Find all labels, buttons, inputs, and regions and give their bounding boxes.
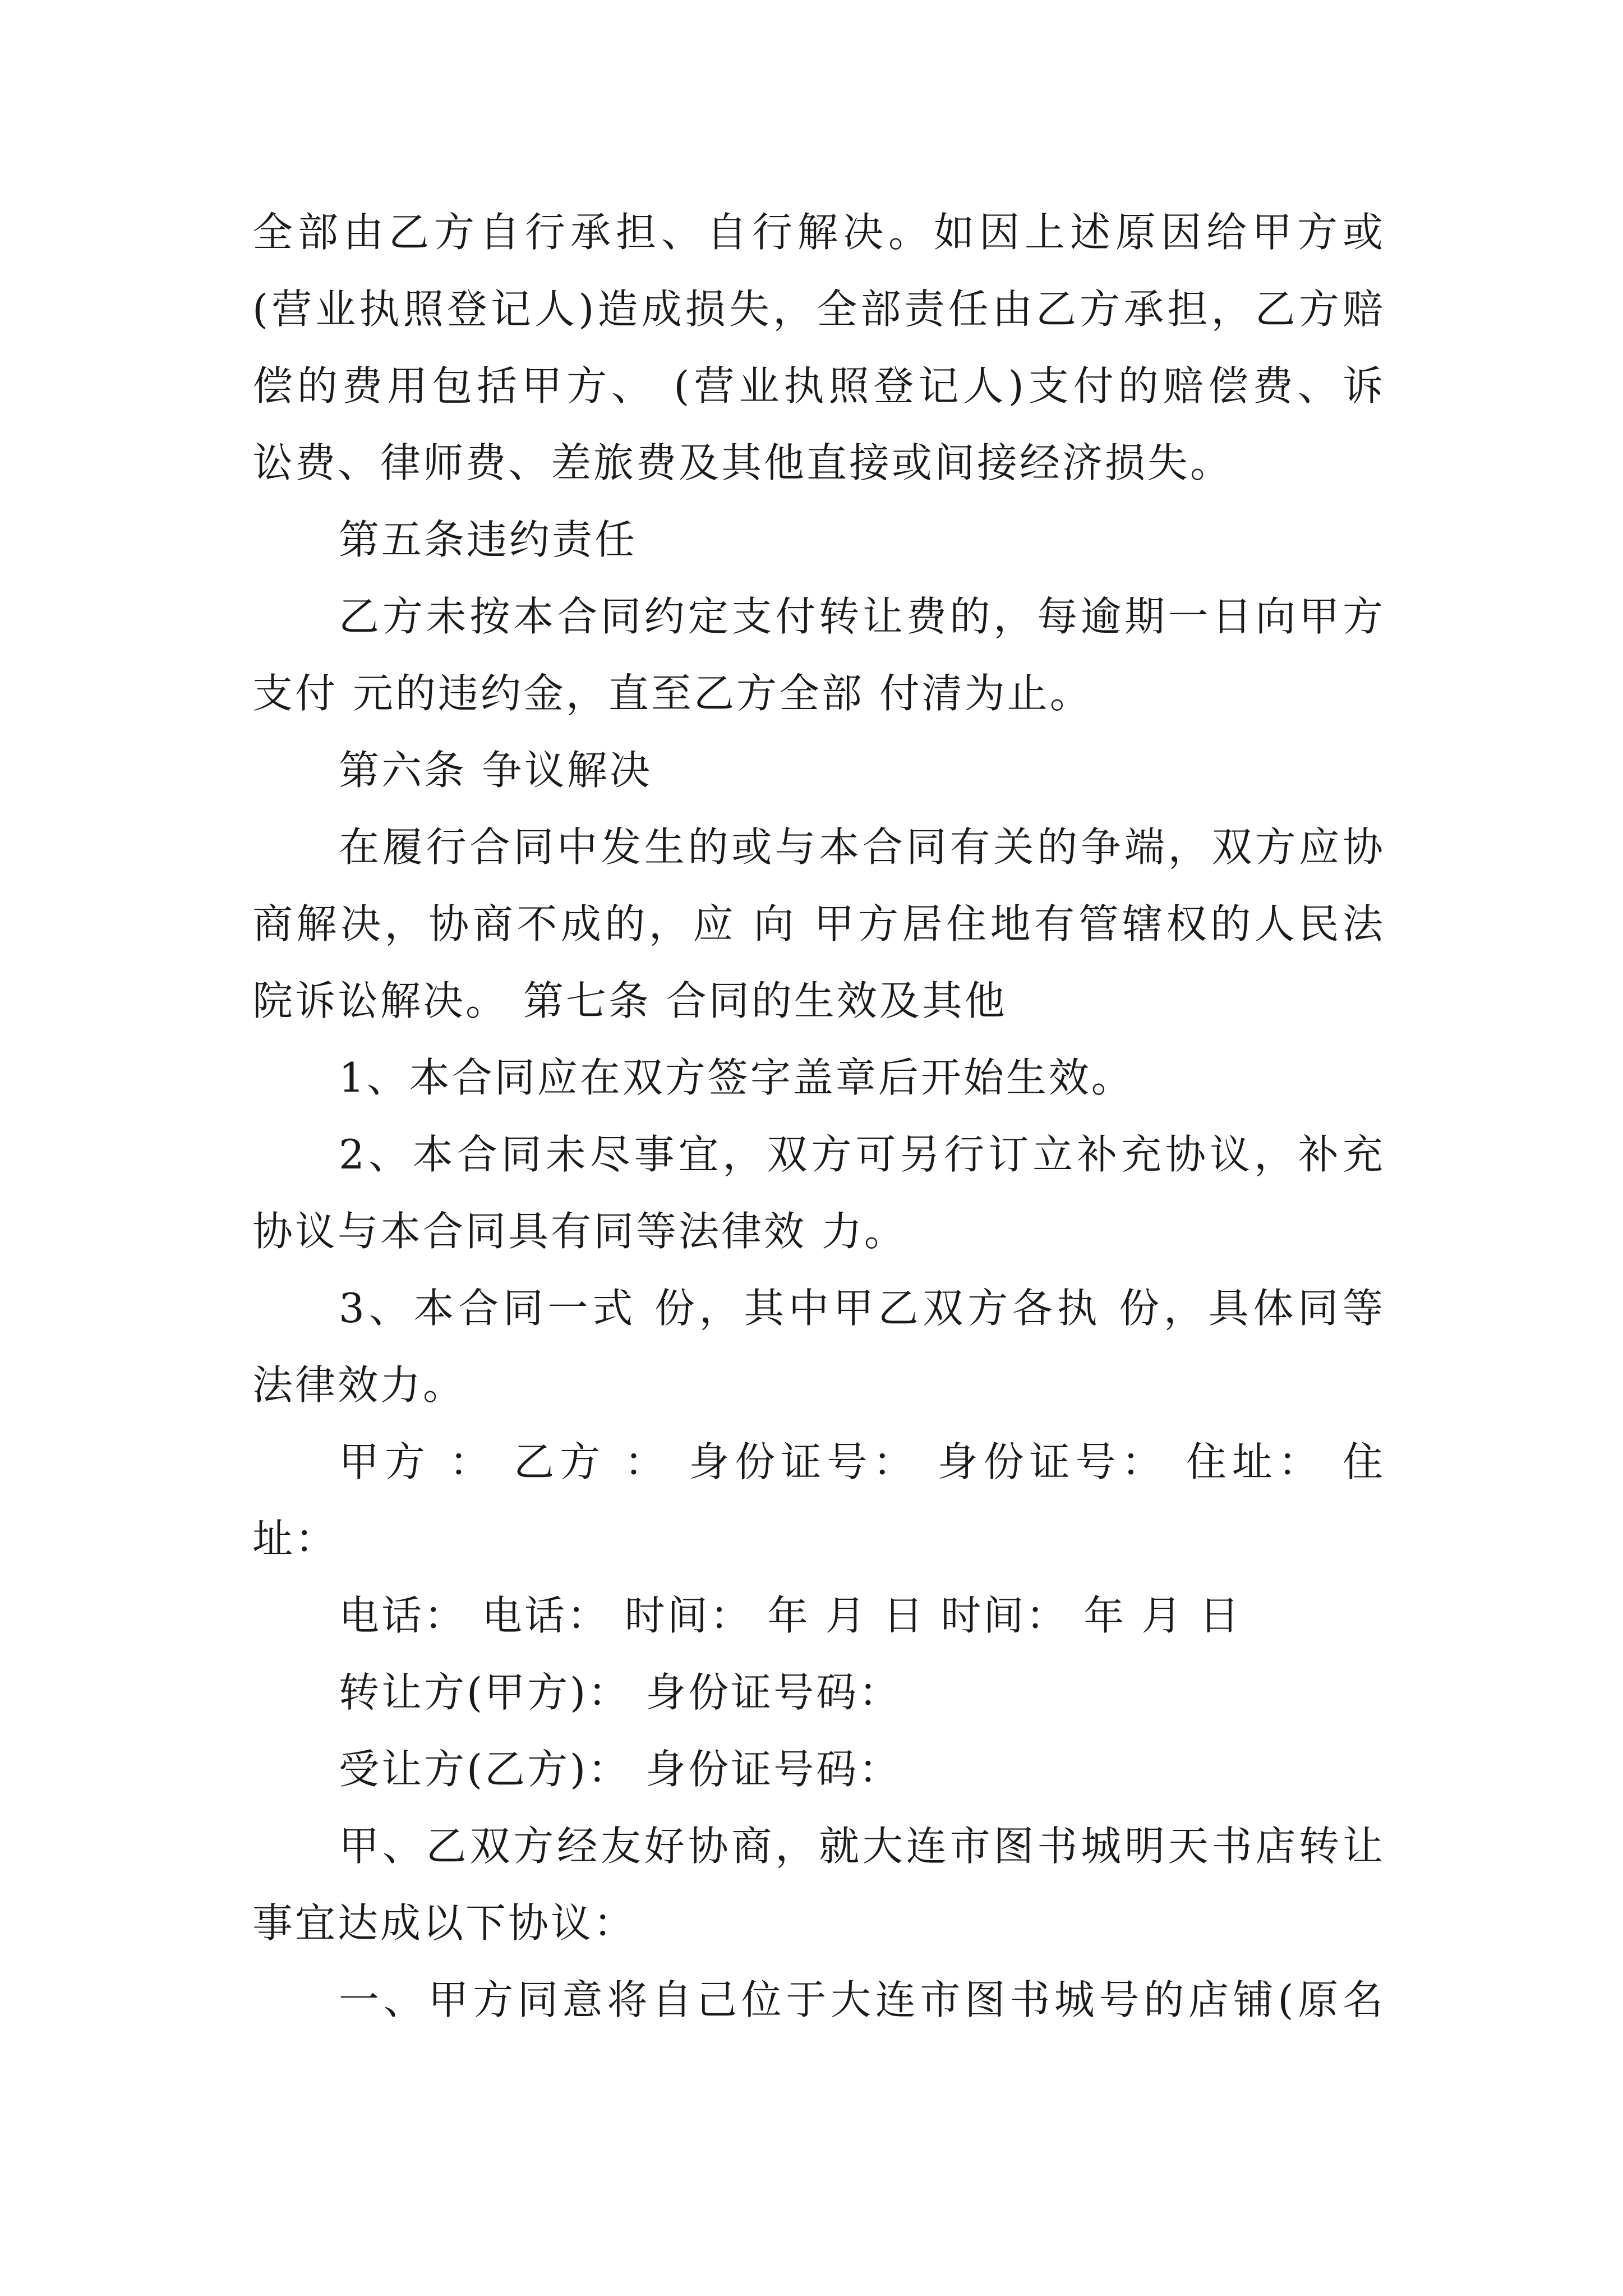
paragraph-line: 一、甲方同意将自己位于大连市图书城号的店铺(原名 — [339, 1976, 1385, 2023]
section-heading: 第五条违约责任 — [339, 516, 638, 563]
paragraph-line: 在履行合同中发生的或与本合同有关的争端，双方应协 — [339, 823, 1385, 871]
paragraph-line: 商解决，协商不成的，应 向 甲方居住地有管辖权的人民法 — [252, 900, 1385, 947]
party-line: 受让方(乙方)： 身份证号码： — [339, 1746, 902, 1793]
paragraph-line: (营业执照登记人)造成损失，全部责任由乙方承担，乙方赔 — [252, 286, 1385, 333]
clause-item: 2、本合同未尽事宜，双方可另行订立补充协议，补充 — [339, 1131, 1385, 1178]
paragraph-line: 乙方未按本合同约定支付转让费的，每逾期一日向甲方 — [339, 593, 1385, 640]
signature-fields: 电话： 电话： 时间： 年 月 日 时间： 年 月 日 — [339, 1592, 1242, 1639]
clause-item: 3、本合同一式 份，其中甲乙双方各执 份，具体同等 — [339, 1285, 1385, 1332]
signature-fields: 甲方 ： 乙方 ： 身份证号： 身份证号： 住址： 住 — [339, 1438, 1385, 1485]
clause-item: 1、本合同应在双方签字盖章后开始生效。 — [339, 1054, 1134, 1101]
paragraph-line: 偿的费用包括甲方、 (营业执照登记人)支付的赔偿费、诉 — [252, 362, 1385, 409]
paragraph-line: 法律效力。 — [252, 1361, 466, 1409]
paragraph-line: 事宜达成以下协议： — [252, 1899, 637, 1947]
paragraph-line: 院诉讼解决。 第七条 合同的生效及其他 — [252, 977, 1007, 1024]
paragraph-line: 全部由乙方自行承担、自行解决。如因上述原因给甲方或 — [252, 209, 1385, 256]
paragraph-line: 协议与本合同具有同等法律效 力。 — [252, 1208, 907, 1255]
signature-fields: 址： — [252, 1515, 338, 1562]
paragraph-line: 支付 元的违约金，直至乙方全部 付清为止。 — [252, 670, 1092, 717]
paragraph-line: 讼费、律师费、差旅费及其他直接或间接经济损失。 — [252, 439, 1233, 486]
section-heading: 第六条 争议解决 — [339, 747, 652, 794]
paragraph-line: 甲、乙双方经友好协商，就大连市图书城明天书店转让 — [339, 1823, 1385, 1870]
party-line: 转让方(甲方)： 身份证号码： — [339, 1669, 902, 1716]
